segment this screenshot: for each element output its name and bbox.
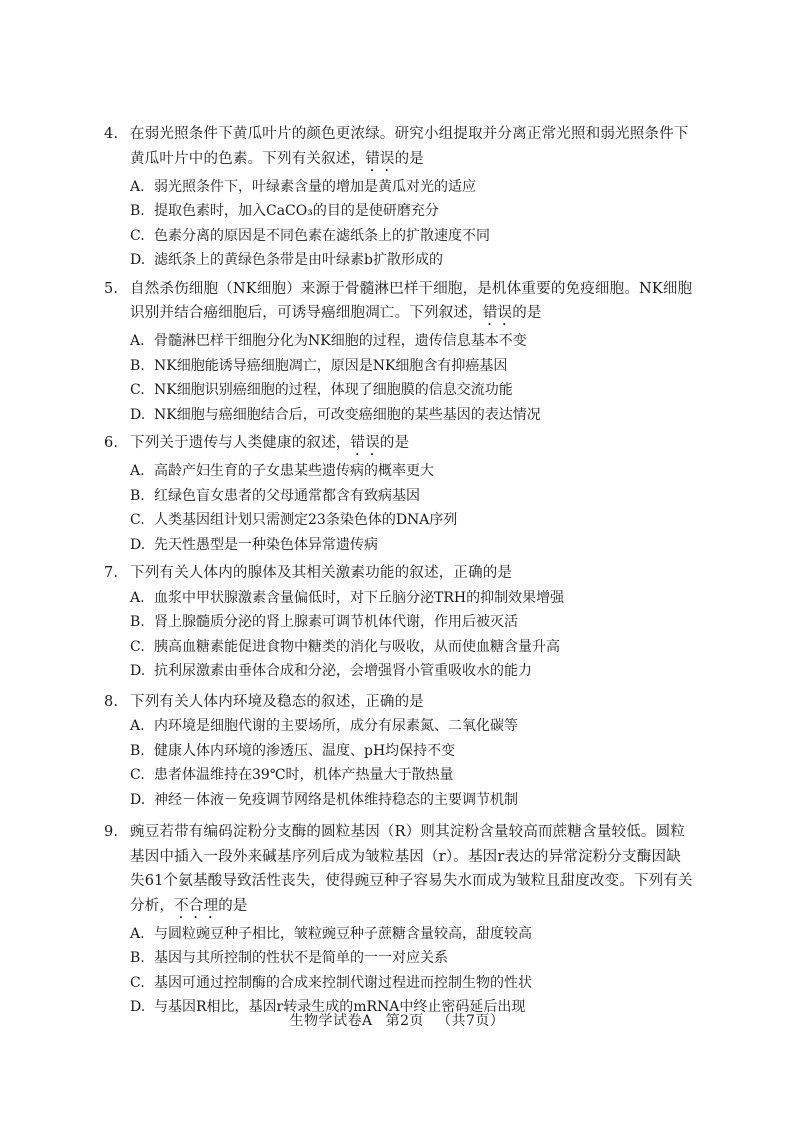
option-label: B. — [130, 487, 145, 504]
question-9 — [104, 820, 694, 1020]
stem-emphasis: 不合理 — [174, 897, 219, 914]
option-text: 与基因R相比，基因r转录生成的mRNA中终止密码延后出现 — [154, 999, 526, 1015]
question-number: 8. — [104, 693, 119, 710]
stem-text: 自然杀伤细胞（NK细胞）来源于骨髓淋巴样干细胞，是机体重要的免疫细胞。NK细胞识别并结合癌细胞后，可诱导癌细胞凋亡。下列叙述， — [130, 280, 693, 321]
option-label: A. — [130, 178, 145, 195]
footer-page-number: 第2页 — [385, 1013, 425, 1029]
option-label: B. — [130, 357, 145, 374]
option-text: NK细胞识别癌细胞的过程，体现了细胞膜的信息交流功能 — [154, 382, 513, 398]
question-stem — [104, 122, 694, 175]
question-number: 9. — [104, 824, 119, 840]
stem-emphasis: 错误 — [482, 305, 513, 321]
option-b — [104, 484, 694, 509]
option-text: 基因可通过控制酶的合成来控制代谢过程进而控制生物的性状 — [154, 974, 532, 991]
option-text: 神经－体液－免疫调节网络是机体维持稳态的主要调节机制 — [154, 791, 518, 808]
stem-text-end: 的是 — [218, 897, 248, 914]
stem-emphasis: 错误 — [350, 435, 380, 451]
option-text: NK细胞能诱导癌细胞凋亡，原因是NK细胞含有抑癌基因 — [154, 357, 508, 374]
stem-text: 下列关于遗传与人类健康的叙述， — [130, 435, 351, 451]
option-text: 提取色素时，加入CaCO₃的目的是使研磨充分 — [154, 203, 439, 219]
question-stem — [104, 561, 694, 586]
option-label: B. — [130, 614, 145, 630]
option-text: 色素分离的原因是不同色素在滤纸条上的扩散速度不同 — [154, 227, 490, 244]
option-label: A. — [130, 589, 145, 606]
stem-text: 在弱光照条件下黄瓜叶片的颜色更浓绿。研究小组提取并分离正常光照和弱光照条件下黄瓜叶片中的色素。下列有关叙述， — [130, 126, 689, 167]
option-c — [104, 508, 694, 533]
option-text: 弱光照条件下，叶绿素含量的增加是黄瓜对光的适应 — [154, 178, 476, 195]
option-text: 血浆中甲状腺激素含量偏低时，对下丘脑分泌TRH的抑制效果增强 — [154, 589, 565, 606]
question-number: 6. — [104, 435, 119, 451]
option-d — [104, 403, 694, 428]
option-text: NK细胞与癌细胞结合后，可改变癌细胞的某些基因的表达情况 — [154, 406, 541, 423]
stem-text: 下列有关人体内的腺体及其相关激素功能的叙述，正确的是 — [130, 565, 513, 581]
page-footer — [0, 1010, 794, 1030]
question-number: 7. — [104, 565, 119, 581]
option-text: 抗利尿激素由垂体合成和分泌，会增强肾小管重吸收水的能力 — [154, 663, 532, 679]
option-label: D. — [130, 252, 146, 268]
option-text: 肾上腺髓质分泌的肾上腺素可调节机体代谢，作用后被灭活 — [154, 614, 518, 630]
option-label: D. — [130, 406, 146, 423]
question-number: 5. — [104, 280, 119, 297]
option-c — [104, 378, 694, 403]
option-text: 基因与其所控制的性状不是简单的一一对应关系 — [154, 950, 448, 966]
question-number: 4. — [104, 126, 119, 142]
option-b — [104, 739, 694, 764]
option-text: 高龄产妇生育的子女患某些遗传病的概率更大 — [154, 463, 434, 479]
question-list — [104, 122, 694, 1020]
stem-text: 豌豆若带有编码淀粉分支酶的圆粒基因（R）则其淀粉含量较高而蔗糖含量较低。圆粒基因中插入一段外来碱基序列后成为皱粒基因（r）。基因r表达的异常淀粉分支酶因缺失61个氨基酸导致活性丧失，使得豌豆种子容易失水而成为皱粒且甜度改变。下列有关分析， — [130, 824, 693, 914]
option-label: A. — [130, 925, 145, 942]
option-text: 胰高血糖素能促进食物中糖类的消化与吸收，从而使血糖含量升高 — [154, 638, 560, 655]
option-label: D. — [130, 536, 146, 553]
option-label: A. — [130, 333, 145, 349]
option-a — [104, 586, 694, 611]
option-c — [104, 224, 694, 249]
option-a — [104, 329, 694, 354]
option-label: C. — [130, 227, 145, 244]
option-label: C. — [130, 638, 145, 655]
option-label: A. — [130, 718, 145, 734]
option-label: A. — [130, 463, 145, 479]
question-6 — [104, 431, 694, 557]
question-7 — [104, 561, 694, 684]
option-label: D. — [130, 791, 146, 808]
question-4 — [104, 122, 694, 273]
option-d — [104, 533, 694, 558]
option-a — [104, 714, 694, 739]
option-label: D. — [130, 999, 146, 1015]
question-5 — [104, 277, 694, 428]
option-label: B. — [130, 950, 145, 966]
option-label: B. — [130, 203, 145, 219]
option-b — [104, 946, 694, 971]
option-d — [104, 248, 694, 273]
question-stem — [104, 820, 694, 922]
question-stem — [104, 690, 694, 715]
question-stem — [104, 431, 694, 459]
option-label: C. — [130, 512, 145, 528]
question-8 — [104, 690, 694, 813]
option-label: C. — [130, 767, 145, 783]
option-text: 内环境是细胞代谢的主要场所，成分有尿素氮、二氧化碳等 — [154, 718, 518, 734]
option-text: 与圆粒豌豆种子相比，皱粒豌豆种子蔗糖含量较高，甜度较高 — [154, 925, 532, 942]
option-text: 患者体温维持在39℃时，机体产热量大于散热量 — [154, 767, 454, 783]
footer-total-pages: （共7页） — [437, 1013, 505, 1029]
option-a — [104, 459, 694, 484]
option-d — [104, 788, 694, 813]
question-stem — [104, 277, 694, 330]
option-b — [104, 354, 694, 379]
footer-title: 生物学试卷A — [289, 1013, 373, 1029]
option-b — [104, 610, 694, 635]
option-b — [104, 199, 694, 224]
option-text: 红绿色盲女患者的父母通常都含有致病基因 — [154, 487, 420, 504]
option-text: 滤纸条上的黄绿色条带是由叶绿素b扩散形成的 — [154, 252, 443, 268]
option-text: 先天性愚型是一种染色体异常遗传病 — [154, 536, 378, 553]
option-a — [104, 922, 694, 947]
stem-emphasis: 错误 — [365, 150, 395, 167]
option-text: 健康人体内环境的渗透压、温度、pH均保持不变 — [154, 742, 456, 759]
option-d — [104, 659, 694, 684]
option-text: 骨髓淋巴样干细胞分化为NK细胞的过程，遗传信息基本不变 — [154, 333, 527, 349]
option-label: B. — [130, 742, 145, 759]
stem-text-end: 的是 — [379, 435, 410, 451]
option-label: D. — [130, 663, 146, 679]
option-c — [104, 971, 694, 996]
option-label: C. — [130, 974, 145, 991]
stem-text-end: 的是 — [394, 150, 425, 167]
stem-text-end: 的是 — [512, 305, 542, 321]
stem-text: 下列有关人体内环境及稳态的叙述，正确的是 — [130, 693, 424, 710]
option-text: 人类基因组计划只需测定23条染色体的DNA序列 — [154, 512, 458, 528]
option-a — [104, 175, 694, 200]
option-c — [104, 763, 694, 788]
option-label: C. — [130, 382, 145, 398]
option-c — [104, 635, 694, 660]
